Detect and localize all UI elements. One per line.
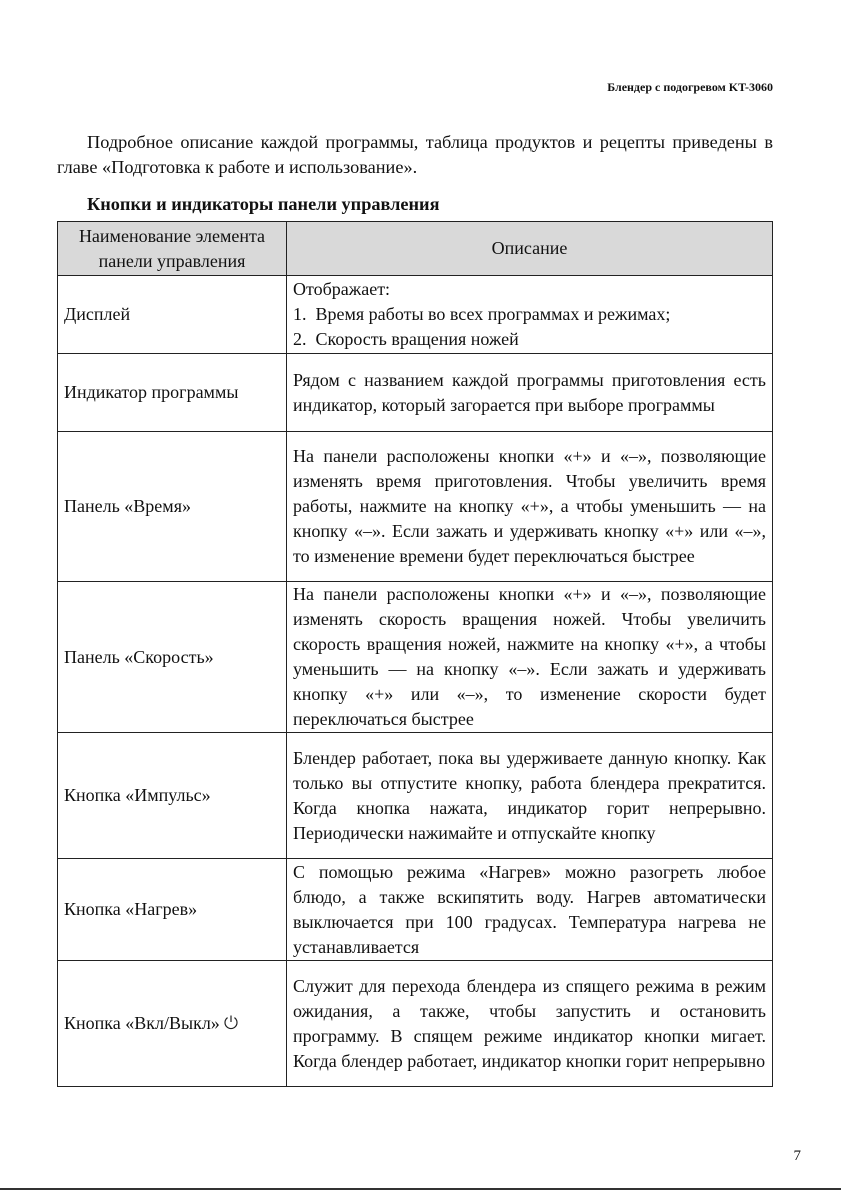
list-item: 1. Время работы во всех программах и режимах;: [293, 304, 671, 324]
row-name: Индикатор программы: [58, 354, 287, 432]
power-icon: [223, 1014, 239, 1030]
table-row-power-button: [58, 961, 773, 1087]
row-name: Кнопка «Импульс»: [58, 733, 287, 859]
controls-table: [57, 221, 773, 1087]
table-header-row: [58, 222, 773, 276]
description-intro: Отображает:: [293, 279, 391, 299]
row-name: Дисплей: [58, 276, 287, 354]
row-description-cell: [287, 733, 773, 859]
row-description: С помощью режима «Нагрев» можно разогреть любое блюдо, а также вскипятить воду. Нагрев автоматически выключается при 100 градусах. Температура нагрева не устанавливается: [293, 861, 766, 957]
list-item: 2. Скорость вращения ножей: [293, 329, 519, 349]
running-header: Блендер с подогревом KT-3060: [607, 80, 773, 94]
row-description: Блендер работает, пока вы удерживаете данную кнопку. Как только вы отпустите кнопку, работа блендера прекратится. Когда кнопка нажата, индикатор горит непрерывно. Периодически нажимайте и отпускайте кнопку: [293, 747, 766, 843]
header-description: Описание: [287, 222, 773, 276]
row-description: Служит для перехода блендера из спящего режима в режим ожидания, а также, чтобы запустить и остановить программу. В спящем режиме индикатор кнопки мигает. Когда блендер работает, индикатор кнопки горит непрерывно: [293, 975, 766, 1071]
header-name: Наименование элемента панели управления: [58, 222, 287, 276]
table-row-heat-button: [58, 859, 773, 961]
description-list: [293, 302, 766, 352]
row-name: Кнопка «Вкл/Выкл»: [64, 1013, 220, 1033]
page-number: 7: [793, 1148, 801, 1164]
row-description-cell: [287, 432, 773, 582]
row-description-cell: [287, 354, 773, 432]
row-name: Панель «Время»: [58, 432, 287, 582]
section-title: Кнопки и индикаторы панели управления: [87, 194, 440, 214]
bottom-rule: [0, 1188, 841, 1190]
table-row-pulse-button: [58, 733, 773, 859]
row-description: Рядом с названием каждой программы приготовления есть индикатор, который загорается при выборе программы: [293, 369, 766, 415]
table-row-speed-panel: [58, 582, 773, 733]
row-description-cell: [287, 582, 773, 733]
row-description-cell: [287, 961, 773, 1087]
table-row-program-indicator: [58, 354, 773, 432]
table-row-time-panel: [58, 432, 773, 582]
table-row-display: [58, 276, 773, 354]
row-description: [287, 276, 773, 354]
intro-paragraph: Подробное описание каждой программы, таблица продуктов и рецепты приведены в главе «Подготовка к работе и использование».: [57, 132, 773, 177]
row-description: На панели расположены кнопки «+» и «–», позволяющие изменять скорость вращения ножей. Чтобы увеличить скорость вращения ножей, нажмите на кнопку «+», а чтобы уменьшить — на кнопку «–». Если зажать и удерживать кнопку «+» или «–», то изменение скорости будет переключаться быстрее: [293, 584, 766, 729]
row-description: На панели расположены кнопки «+» и «–», позволяющие изменять время приготовления. Чтобы увеличить время работы, нажмите на кнопку «+», а чтобы уменьшить — на кнопку «–». Если зажать и удерживать кнопку «+» или «–», то изменение времени будет переключаться быстрее: [293, 446, 766, 566]
row-name: Панель «Скорость»: [58, 582, 287, 733]
row-name-cell: [58, 961, 287, 1087]
row-name: Кнопка «Нагрев»: [58, 859, 287, 961]
row-description-cell: [287, 859, 773, 961]
